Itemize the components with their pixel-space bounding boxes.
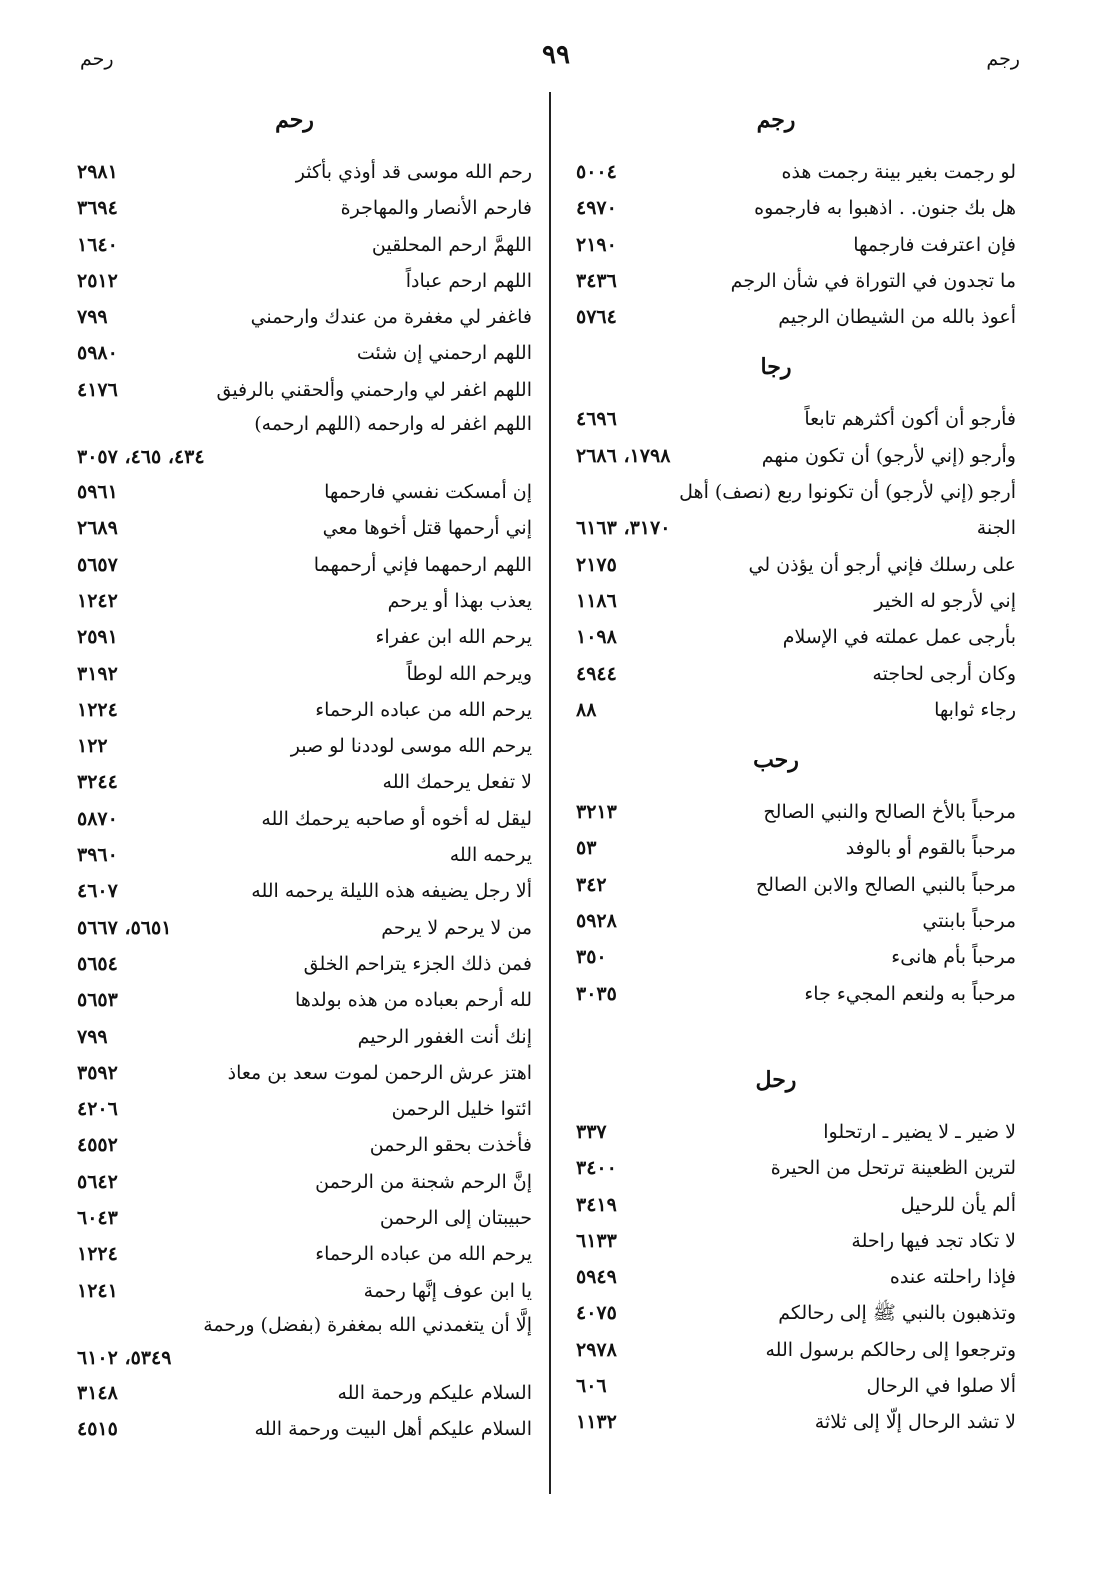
entry-text: يرحم الله من عباده الرحماء (315, 698, 532, 721)
index-entry (576, 903, 1016, 939)
entry-text: رحم الله موسى قد أوذي بأكثر (295, 161, 532, 183)
entry-text: مرحباً بالأخ الصالح والنبي الصالح (763, 801, 1016, 824)
index-entry (77, 510, 532, 546)
entry-text: إن أمسكت نفسي فارحمها (324, 481, 532, 504)
entry-text: ائتوا خليل الرحمن (391, 1098, 532, 1121)
index-entry (77, 982, 532, 1018)
index-entry (576, 583, 1016, 619)
index-entry (576, 794, 1016, 830)
entry-text: ألا رجل يضيفه هذه الليلة يرحمه الله (251, 880, 532, 903)
entry-text: فإذا راحلته عنده (889, 1266, 1016, 1289)
index-entry (77, 1375, 532, 1411)
entry-text: ويرحم الله لوطاً (406, 662, 532, 685)
index-entry (576, 510, 1016, 546)
entry-reference: ٤٠٧٥ (576, 1302, 617, 1325)
entry-reference: ٤٦٩٦ (576, 408, 617, 431)
entry-text: الجنة (976, 517, 1016, 540)
entry-reference: ٥٩٢٨ (576, 910, 617, 933)
right-column (576, 100, 1016, 1441)
entry-text: من لا يرحم لا يرحم (381, 916, 532, 939)
index-entry (77, 910, 532, 946)
entry-text: وتذهبون بالنبي ﷺ إلى رحالكم (778, 1302, 1016, 1325)
entry-reference: ١٢٢ (77, 735, 108, 758)
entry-text: بأرجى عمل عملته في الإسلام (782, 626, 1016, 649)
entry-text: يرحم الله ابن عفراء (375, 626, 532, 649)
entry-reference: ٨٨ (576, 698, 597, 721)
entry-reference: ٥٦٥١، ٥٦٦٧ (77, 916, 172, 939)
index-entry (77, 728, 532, 764)
index-entry (77, 692, 532, 728)
index-entry (77, 764, 532, 800)
entry-text: إني أرحمها قتل أخوها معي (322, 517, 532, 540)
entry-text: لترين الظعينة ترتحل من الحيرة (770, 1157, 1016, 1180)
entry-reference: ١١٨٦ (576, 589, 617, 612)
entry-reference: ١٢٢٤ (77, 1243, 118, 1266)
index-entry (77, 154, 532, 190)
index-entry (576, 692, 1016, 728)
index-entry (77, 227, 532, 263)
entry-text: اهتز عرش الرحمن لموت سعد بن معاذ (227, 1061, 532, 1084)
entry-text: هل بك جنون. . اذهبوا به فارجموه (754, 197, 1016, 220)
index-entry (576, 299, 1016, 335)
entry-reference: ٣١٤٨ (77, 1381, 118, 1404)
root-heading: رحل (755, 1066, 797, 1093)
entry-text: اللهم ارحم عباداً (405, 269, 532, 292)
index-entry (77, 946, 532, 982)
entry-reference: ٣٥٩٢ (77, 1061, 118, 1084)
index-entry (77, 1200, 532, 1236)
entry-text: ما تجدون في التوراة في شأن الرجم (730, 269, 1016, 292)
entry-text: اللهم ارحمني إن شئت (356, 342, 532, 365)
entry-reference: ٤٩٤٤ (576, 662, 617, 685)
entry-reference: ٢٥١٢ (77, 269, 118, 292)
entry-text: لو رجمت بغير بينة رجمت هذه (781, 161, 1016, 183)
index-entry (576, 1368, 1016, 1404)
entry-text: يرحم الله موسى لوددنا لو صبر (290, 735, 532, 758)
index-entry (77, 619, 532, 655)
entry-reference: ٣١٩٢ (77, 662, 118, 685)
root-heading: رجا (760, 354, 792, 381)
entry-reference: ٤٢٠٦ (77, 1098, 118, 1121)
index-entry (77, 1127, 532, 1163)
index-entry (77, 1055, 532, 1091)
entry-reference: ٥٦٥٣ (77, 989, 118, 1012)
entry-reference: ١٦٤٠ (77, 233, 118, 256)
entry-reference: ٥٧٦٤ (576, 306, 617, 329)
entry-reference: ٤٣٤، ٤٦٥، ٣٠٥٧ (77, 446, 205, 469)
page-number: ٩٩ (542, 40, 570, 70)
entry-reference: ٣٣٧ (576, 1120, 607, 1143)
entry-reference: ٥٩٤٩ (576, 1266, 617, 1289)
root-heading: رجم (756, 107, 796, 133)
entry-text: اللهم ارحمهما فإني أرحمهما (313, 553, 532, 576)
entry-reference: ٢٩٨١ (77, 161, 118, 183)
index-entry (576, 1332, 1016, 1368)
index-entry (77, 1164, 532, 1200)
entry-reference: ١٢٢٤ (77, 698, 118, 721)
root-heading: رحب (753, 747, 799, 774)
entry-text: وأرجو (إني لأرجو) أن تكون منهم (761, 444, 1016, 467)
entry-reference: ٣١٧٠، ٦١٦٣ (576, 517, 671, 540)
index-entry (77, 372, 532, 408)
entry-text: مرحباً بابنتي (922, 910, 1016, 933)
entry-reference: ٢٦٨٩ (77, 517, 118, 540)
entry-text: على رسلك فإني أرجو أن يؤذن لي (748, 553, 1016, 576)
index-entry (77, 801, 532, 837)
index-entry (77, 474, 532, 510)
index-entry (77, 408, 532, 474)
running-head-right: رجم (986, 48, 1020, 70)
entry-text: أرجو (إني لأرجو) أن تكونوا ربع (نصف) أهل (679, 481, 1016, 504)
index-entry (77, 583, 532, 619)
index-entry (576, 438, 1016, 474)
entry-reference: ١٢٤١ (77, 1279, 118, 1302)
entry-text: فأخذت بحقو الرحمن (369, 1134, 532, 1157)
index-entry (576, 401, 1016, 437)
entry-reference: ٧٩٩ (77, 1025, 108, 1048)
entry-reference: ٥٦٥٤ (77, 952, 118, 975)
entry-reference: ١٢٤٢ (77, 589, 118, 612)
entry-text: وكان أرجى لحاجته (872, 662, 1016, 685)
entry-reference: ٥٩٨٠ (77, 342, 118, 365)
entry-text: إنك أنت الغفور الرحيم (357, 1025, 532, 1048)
entry-reference: ٣٤٠٠ (576, 1157, 617, 1180)
index-entry (77, 1236, 532, 1272)
entry-reference: ٥٨٧٠ (77, 807, 118, 830)
entry-text: لا تفعل يرحمك الله (382, 771, 532, 794)
entry-reference: ٣٤٢ (576, 873, 607, 896)
entry-reference: ٥٠٠٤ (576, 161, 617, 183)
entry-reference: ١٠٩٨ (576, 626, 617, 649)
entry-text: لا ضير ـ لا يضير ـ ارتحلوا (823, 1120, 1016, 1143)
index-entry (576, 1404, 1016, 1440)
index-entry (576, 1150, 1016, 1186)
entry-reference: ٣٩٦٠ (77, 844, 118, 867)
entry-text: اللهمَّ ارحم المحلقين (371, 233, 532, 256)
index-entry (576, 830, 1016, 866)
index-entry (576, 1295, 1016, 1331)
index-entry (576, 547, 1016, 583)
index-entry (576, 867, 1016, 903)
index-entry (77, 190, 532, 226)
entry-text: إني لأرجو له الخير (874, 589, 1016, 612)
entry-text: اللهم اغفر له وارحمه (اللهم ارحمه) (254, 413, 532, 436)
index-entry (77, 837, 532, 873)
entry-reference: ٣٢٤٤ (77, 771, 118, 794)
index-entry (77, 1309, 532, 1375)
entry-reference: ٤٥١٥ (77, 1418, 118, 1441)
entry-text: فاغفر لي مغفرة من عندك وارحمني (250, 306, 532, 329)
index-entry (77, 656, 532, 692)
entry-reference: ٧٩٩ (77, 306, 108, 329)
entry-text: مرحباً به ولنعم المجيء جاء (804, 982, 1016, 1005)
index-entry (576, 1259, 1016, 1295)
index-entry (77, 335, 532, 371)
entry-reference: ١١٣٢ (576, 1411, 617, 1434)
index-entry (77, 547, 532, 583)
entry-reference: ٢١٧٥ (576, 553, 617, 576)
entry-text: فأرجو أن أكون أكثرهم تابعاً (804, 408, 1016, 431)
entry-reference: ٦٠٤٣ (77, 1207, 118, 1230)
entry-reference: ٥٣ (576, 837, 597, 860)
index-entry (576, 190, 1016, 226)
index-entry (77, 1273, 532, 1309)
entry-reference: ٤٩٧٠ (576, 197, 617, 220)
entry-text: إلَّا أن يتغمدني الله بمغفرة (بفضل) ورحمة (203, 1313, 532, 1336)
entry-reference: ٣٠٣٥ (576, 982, 617, 1005)
entry-text: أعوذ بالله من الشيطان الرجيم (778, 306, 1016, 329)
left-column (77, 100, 532, 1448)
entry-reference: ٤٥٥٢ (77, 1134, 118, 1157)
column-divider (549, 92, 551, 1494)
entry-reference: ٤١٧٦ (77, 378, 118, 401)
entry-text: اللهم اغفر لي وارحمني وألحقني بالرفيق (216, 378, 532, 401)
entry-reference: ٣٢١٣ (576, 801, 617, 824)
index-entry (576, 227, 1016, 263)
entry-text: لا تشد الرحال إلّا إلى ثلاثة (814, 1411, 1016, 1434)
entry-text: السلام عليكم ورحمة الله (337, 1381, 532, 1404)
entry-reference: ٢٩٧٨ (576, 1338, 617, 1361)
index-entry (77, 873, 532, 909)
index-entry (576, 939, 1016, 975)
index-entry (77, 1019, 532, 1055)
root-heading: رحم (275, 107, 314, 133)
index-entry (77, 1411, 532, 1447)
entry-text: فمن ذلك الجزء يتراحم الخلق (303, 952, 532, 975)
entry-reference: ٤٦٠٧ (77, 880, 118, 903)
entry-reference: ٣٦٩٤ (77, 197, 118, 220)
entry-text: يعذب بهذا أو يرحم (387, 589, 532, 612)
entry-reference: ٢٥٩١ (77, 626, 118, 649)
entry-text: مرحباً بأم هانىء (891, 946, 1016, 969)
entry-text: يرحمه الله (449, 844, 532, 867)
entry-reference: ٦٠٦ (576, 1375, 607, 1398)
entry-reference: ٢١٩٠ (576, 233, 617, 256)
entry-text: يرحم الله من عباده الرحماء (315, 1243, 532, 1266)
entry-reference: ٣٤٣٦ (576, 269, 617, 292)
entry-reference: ٥٣٤٩، ٦١٠٢ (77, 1346, 172, 1369)
entry-reference: ٣٤١٩ (576, 1193, 617, 1216)
running-head-left: رحم (80, 48, 114, 70)
entry-reference: ٥٦٥٧ (77, 553, 118, 576)
entry-text: وترجعوا إلى رحالكم برسول الله (765, 1338, 1016, 1361)
index-entry (77, 1091, 532, 1127)
entry-text: مرحباً بالقوم أو بالوفد (845, 837, 1016, 860)
index-entry (576, 263, 1016, 299)
index-entry (576, 619, 1016, 655)
entry-text: ليقل له أخوه أو صاحبه يرحمك الله (261, 807, 532, 830)
entry-text: يا ابن عوف إنَّها رحمة (363, 1279, 532, 1302)
entry-text: لله أرحم بعباده من هذه بولدها (295, 989, 532, 1012)
index-entry (576, 976, 1016, 1012)
entry-reference: ٥٩٦١ (77, 481, 118, 504)
entry-text: رجاء ثوابها (934, 698, 1016, 721)
index-entry (576, 1114, 1016, 1150)
entry-text: لا تكاد تجد فيها راحلة (851, 1229, 1016, 1252)
entry-reference: ٣٥٠ (576, 946, 607, 969)
index-entry (576, 474, 1016, 510)
index-entry (77, 299, 532, 335)
entry-text: مرحباً بالنبي الصالح والابن الصالح (755, 873, 1016, 896)
entry-reference: ١٧٩٨، ٢٦٨٦ (576, 444, 671, 467)
entry-reference: ٥٦٤٢ (77, 1170, 118, 1193)
index-entry (576, 1187, 1016, 1223)
entry-text: فإن اعترفت فارجمها (853, 233, 1016, 256)
entry-text: فارحم الأنصار والمهاجرة (340, 197, 532, 220)
entry-text: ألم يأن للرحيل (900, 1193, 1016, 1216)
index-entry (576, 1223, 1016, 1259)
index-entry (77, 263, 532, 299)
entry-text: ألا صلوا في الرحال (866, 1375, 1016, 1398)
index-entry (576, 154, 1016, 190)
entry-text: السلام عليكم أهل البيت ورحمة الله (254, 1418, 532, 1441)
entry-reference: ٦١٣٣ (576, 1229, 617, 1252)
entry-text: إنَّ الرحم شجنة من الرحمن (315, 1170, 532, 1193)
index-entry (576, 656, 1016, 692)
entry-text: حبيبتان إلى الرحمن (379, 1207, 532, 1230)
